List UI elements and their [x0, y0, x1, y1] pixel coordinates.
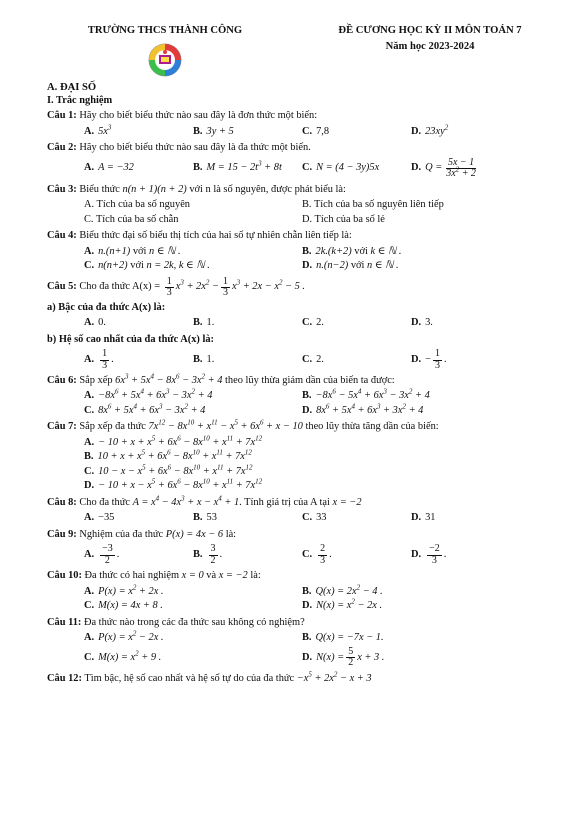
- question-9-options: [47, 543, 567, 567]
- option-d[interactable]: D. − $10 + x - x^5 + 6x^6 - 8x^{10} + x^{11} + 7x^{12}$: [84, 477, 263, 492]
- option-b[interactable]: B. 1.: [193, 317, 215, 329]
- option-c[interactable]: C. 7,8: [302, 125, 330, 137]
- question-3: Câu 3: Biểu thức n(n + 1)(n + 2) với n là số nguyên, được phát biểu là:: [47, 183, 346, 195]
- option-c[interactable]: C. M(x) = 4x + 8 .: [84, 600, 163, 612]
- question-8-options: [47, 511, 567, 525]
- option-c[interactable]: C. $10 - x - x^5 + 6x^6 - 8x^{10} + x^{11} + 7x^{12}$: [84, 463, 253, 477]
- option-b[interactable]: B. $10 + x + x^5 + 6x^6 - 8x^{10} + x^{11} + 7x^{12}$: [84, 448, 252, 463]
- option-d[interactable]: D. Tích của ba số lẻ: [302, 213, 385, 225]
- question-4-options: [47, 245, 567, 274]
- option-d[interactable]: D. N(x) = $\frac{5}{2}$ x + 3 .: [302, 645, 385, 669]
- option-d[interactable]: D. $23xy^2$: [411, 123, 449, 137]
- option-c[interactable]: C. N = (4 − 3y)5x: [302, 162, 380, 174]
- option-a[interactable]: A. − $10 + x + x^5 + 6x^6 - 8x^{10} + x^{11} + 7x^{12}$: [84, 434, 263, 448]
- school-name: TRƯỜNG THCS THÀNH CÔNG: [87, 25, 243, 36]
- question-5b: b) Hệ số cao nhất của đa thức A(x) là:: [47, 333, 215, 345]
- question-4: Câu 4: Biểu thức đại số biểu thị tích của hai số tự nhiên chẵn liên tiếp là:: [47, 230, 352, 242]
- option-c[interactable]: C. 2.: [302, 317, 324, 329]
- option-d[interactable]: D. 31: [411, 512, 436, 524]
- question-11-options: [47, 631, 567, 669]
- question-1-options: [47, 125, 567, 139]
- option-c[interactable]: C. 33: [302, 512, 327, 524]
- exam-title: ĐỀ CƯƠNG HỌC KỲ II MÔN TOÁN 7: [338, 25, 522, 36]
- option-b[interactable]: B. $\frac{3}{2}$ .: [193, 543, 223, 566]
- option-a[interactable]: A. 0.: [84, 317, 106, 329]
- question-6-options: [47, 389, 567, 418]
- question-8: Câu 8: Cho đa thức $A = x^4 - 4x^3 + x - x^4 + 1$. Tính giá trị của A tại x = −2: [47, 494, 362, 508]
- question-6: Câu 6: Sắp xếp $6x^3 + 5x^4 - 8x^6 - 3x^2 + 4$ theo lũy thừa giảm dần của biến ta được:: [47, 372, 395, 386]
- option-a[interactable]: A. $-8x^6 + 5x^4 + 6x^3 - 3x^2 + 4$: [84, 388, 213, 402]
- option-b[interactable]: B. $Q(x) = 2x^2 - 4$ .: [302, 583, 383, 597]
- option-c[interactable]: C. 2.: [302, 353, 324, 365]
- option-b[interactable]: B. Tích của ba số nguyên liên tiếp: [302, 199, 444, 211]
- option-a[interactable]: A. $P(x) = x^2 - 2x$ .: [84, 629, 164, 644]
- option-c[interactable]: C. n(n+2) với n = 2k, k ∈ ℕ .: [84, 260, 210, 272]
- option-d[interactable]: D. $\frac{-2}{3}$ .: [411, 543, 447, 566]
- option-b[interactable]: B. 2k.(k+2) với k ∈ ℕ .: [302, 245, 402, 257]
- question-2-options: [47, 157, 567, 181]
- question-2: Câu 2: Hãy cho biết biểu thức nào sau đây là đa thức một biến.: [47, 142, 311, 154]
- question-7-options: [47, 436, 567, 494]
- option-a[interactable]: A. $\frac{1}{3}$ .: [84, 348, 114, 371]
- option-d[interactable]: D. $N(x) = x^2 - 2x$ .: [302, 597, 383, 612]
- option-d[interactable]: D. 3.: [411, 317, 433, 329]
- option-b[interactable]: B. $-8x^6 - 5x^4 + 6x^3 - 3x^2 + 4$: [302, 388, 430, 402]
- option-a[interactable]: A. $\frac{-3}{2}$ .: [84, 543, 120, 566]
- option-d[interactable]: D. $8x^6 + 5x^4 + 6x^3 + 3x^2 + 4$: [302, 402, 424, 416]
- option-b[interactable]: B. $M = 15 - 2t^3 + 8t$: [193, 159, 282, 174]
- option-b[interactable]: B. 3y + 5: [193, 125, 234, 137]
- option-b[interactable]: B. 1.: [193, 353, 215, 365]
- option-a[interactable]: A. A = −32: [84, 162, 134, 174]
- question-12: Câu 12: Tìm bậc, hệ số cao nhất và hệ số tự do của đa thức $-x^5 + 2x^2 - x + 3$: [47, 670, 372, 684]
- option-c[interactable]: C. $\frac{2}{3}$ .: [302, 543, 332, 566]
- section-multiple-choice: I. Trắc nghiệm: [47, 94, 113, 106]
- option-a[interactable]: A. $5x^3$: [84, 123, 112, 137]
- question-5b-options: [47, 348, 567, 372]
- school-header: [60, 25, 270, 77]
- question-7: Câu 7: Sắp xếp đa thức $7x^{12} - 8x^{10} + x^{11} - x^5 + 6x^6 + x - 10$ theo lũy thừa tăng dần của biến:: [47, 418, 439, 433]
- question-9: Câu 9: Nghiệm của đa thức P(x) = 4x − 6 là:: [47, 528, 237, 540]
- question-1: Câu 1: Hãy cho biết biểu thức nào sau đây là đơn thức một biến:: [47, 110, 318, 122]
- question-3-options: [47, 198, 567, 227]
- question-11: Câu 11: Đa thức nào trong các đa thức sau không có nghiệm?: [47, 616, 305, 628]
- question-5: Câu 5: Cho đa thức A(x) = $\frac{1}{3}$ $x^3 + 2x^2$ − $\frac{1}{3}$ $x^3 + 2x - x^2 - 5$ .: [47, 275, 306, 299]
- school-logo: [148, 43, 182, 77]
- exam-header: [300, 25, 560, 53]
- option-c[interactable]: C. Tích của ba số chẵn: [84, 213, 179, 225]
- question-5a-options: [47, 316, 567, 330]
- exam-content: [47, 82, 567, 685]
- option-d[interactable]: D. − $\frac{1}{3}$ .: [411, 348, 447, 371]
- option-c[interactable]: C. $M(x) = x^2 + 9$ .: [84, 649, 162, 663]
- school-year: Năm học 2023-2024: [385, 40, 475, 52]
- question-10: Câu 10: Đa thức có hai nghiệm x = 0 và x = −2 là:: [47, 570, 261, 582]
- option-d[interactable]: D. n.(n−2) với n ∈ ℕ .: [302, 260, 399, 272]
- option-b[interactable]: B. 53: [193, 512, 217, 524]
- option-d[interactable]: D. Q = $\frac{5x - 1}{3x^2 + 2}$: [411, 156, 476, 180]
- question-5a: a) Bậc của đa thức A(x) là:: [47, 301, 166, 313]
- option-a[interactable]: A. n.(n+1) với n ∈ ℕ .: [84, 245, 181, 257]
- option-a[interactable]: A. $P(x) = x^2 + 2x$ .: [84, 583, 164, 597]
- option-a[interactable]: A. Tích của ba số nguyên: [84, 199, 190, 211]
- question-10-options: [47, 585, 567, 614]
- section-algebra: A. ĐẠI SỐ: [47, 82, 97, 93]
- option-c[interactable]: C. $8x^6 + 5x^4 + 6x^3 - 3x^2 + 4$: [84, 402, 206, 416]
- option-a[interactable]: A. −35: [84, 512, 115, 524]
- option-b[interactable]: B. Q(x) = −7x − 1.: [302, 632, 384, 644]
